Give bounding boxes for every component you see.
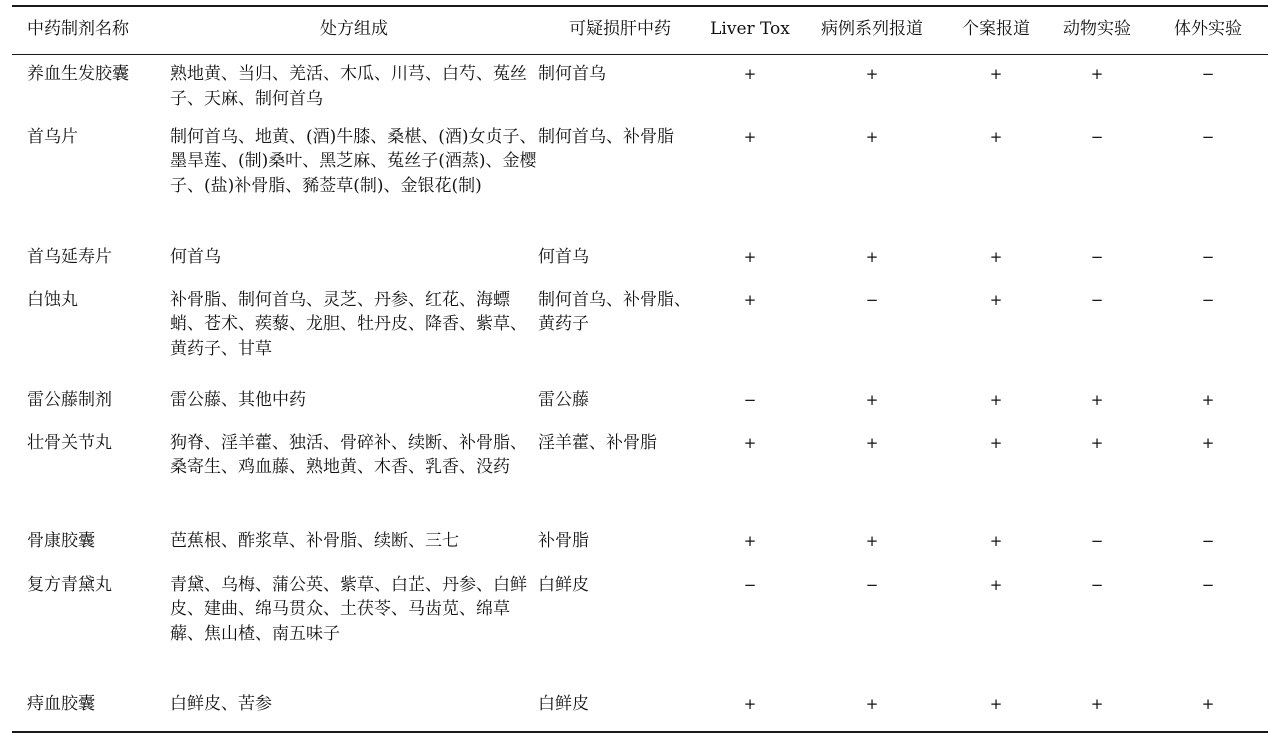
cell-suspect: 制何首乌 xyxy=(538,64,606,84)
table-row xyxy=(12,245,1268,288)
cell-in-vitro: − xyxy=(1201,531,1215,550)
cell-name: 骨康胶囊 xyxy=(27,530,95,551)
cell-composition: 雷公藤、其他中药 xyxy=(170,389,306,410)
cell-in-vitro: − xyxy=(1201,65,1215,83)
table-row xyxy=(12,388,1268,431)
cell-case-report: + xyxy=(989,694,1003,713)
cell-name: 壮骨关节丸 xyxy=(27,432,112,453)
cell-name: 白蚀丸 xyxy=(27,289,78,310)
cell-composition: 熟地黄、当归、羌活、木瓜、川芎、白芍、菟丝子、天麻、制何首乌 xyxy=(170,64,527,109)
cell-animal: − xyxy=(1090,531,1104,550)
cell-livertox: − xyxy=(743,390,757,409)
cell-in-vitro: − xyxy=(1201,290,1215,309)
cell-name: 痔血胶囊 xyxy=(27,693,95,714)
cell-suspect: 何首乌 xyxy=(538,246,589,267)
cell-livertox: + xyxy=(743,290,757,309)
cell-livertox: + xyxy=(743,127,757,146)
table-row xyxy=(12,288,1268,388)
cell-livertox: + xyxy=(743,433,757,452)
table-row xyxy=(12,431,1268,529)
cell-composition: 青黛、乌梅、蒲公英、紫草、白芷、丹参、白鲜皮、建曲、绵马贯众、土茯苓、马齿苋、绵草薢、焦山楂、南五味子 xyxy=(170,574,527,644)
cell-case-series: + xyxy=(865,65,879,83)
cell-animal: + xyxy=(1090,390,1104,409)
cell-livertox: + xyxy=(743,694,757,713)
cell-in-vitro: + xyxy=(1201,390,1215,409)
cell-case-report: + xyxy=(989,390,1003,409)
cell-case-series: + xyxy=(865,694,879,713)
cell-name: 首乌延寿片 xyxy=(27,246,112,267)
header-in-vitro: 体外实验 xyxy=(1148,6,1268,55)
cell-name: 雷公藤制剂 xyxy=(27,389,112,410)
cell-animal: − xyxy=(1090,575,1104,594)
cell-livertox: + xyxy=(743,531,757,550)
cell-case-report: + xyxy=(989,65,1003,83)
header-animal-study: 动物实验 xyxy=(1046,6,1148,55)
cell-composition: 狗脊、淫羊藿、独活、骨碎补、续断、补骨脂、桑寄生、鸡血藤、熟地黄、木香、乳香、没药 xyxy=(170,432,527,477)
table-row xyxy=(12,692,1268,732)
cell-case-series: + xyxy=(865,531,879,550)
cell-suspect: 白鲜皮 xyxy=(538,693,589,714)
cell-suspect: 淫羊藿、补骨脂 xyxy=(538,432,657,453)
cell-case-series: + xyxy=(865,390,879,409)
cell-suspect: 制何首乌、补骨脂、黄药子 xyxy=(538,289,691,334)
cell-case-series: − xyxy=(865,290,879,309)
cell-suspect: 制何首乌、补骨脂 xyxy=(538,126,674,147)
cell-livertox: + xyxy=(743,247,757,266)
cell-animal: + xyxy=(1090,694,1104,713)
cell-case-report: + xyxy=(989,433,1003,452)
header-composition: 处方组成 xyxy=(170,6,538,55)
cell-suspect: 雷公藤 xyxy=(538,389,589,410)
cell-case-report: + xyxy=(989,127,1003,146)
cell-composition: 何首乌 xyxy=(170,246,221,267)
cell-suspect: 白鲜皮 xyxy=(538,574,589,595)
cell-case-report: + xyxy=(989,290,1003,309)
cell-animal: − xyxy=(1090,247,1104,266)
cell-case-series: + xyxy=(865,127,879,146)
cell-animal: + xyxy=(1090,433,1104,452)
header-suspect-herb: 可疑损肝中药 xyxy=(538,6,702,55)
cell-livertox: + xyxy=(743,65,757,83)
cell-composition: 制何首乌、地黄、(酒)牛膝、桑椹、(酒)女贞子、墨旱莲、(制)桑叶、黑芝麻、菟丝子(酒蒸)、金樱子、(盐)补骨脂、豨莶草(制)、金银花(制) xyxy=(170,126,537,196)
table-header-row xyxy=(12,6,1268,55)
cell-case-report: + xyxy=(989,247,1003,266)
cell-composition: 芭蕉根、酢浆草、补骨脂、续断、三七 xyxy=(170,530,459,551)
table-row xyxy=(12,529,1268,573)
cell-animal: − xyxy=(1090,127,1104,146)
table-row xyxy=(12,573,1268,692)
table-row xyxy=(12,55,1268,125)
cell-suspect: 补骨脂 xyxy=(538,530,589,551)
cell-case-report: + xyxy=(989,575,1003,594)
cell-animal: − xyxy=(1090,290,1104,309)
cell-case-series: + xyxy=(865,247,879,266)
cell-name: 复方青黛丸 xyxy=(27,574,112,595)
cell-case-series: + xyxy=(865,433,879,452)
cell-name: 首乌片 xyxy=(27,126,78,147)
cell-composition: 补骨脂、制何首乌、灵芝、丹参、红花、海螵蛸、苍术、蒺藜、龙胆、牡丹皮、降香、紫草、黄药子、甘草 xyxy=(170,289,527,359)
cell-livertox: − xyxy=(743,575,757,594)
cell-in-vitro: + xyxy=(1201,433,1215,452)
table-row xyxy=(12,125,1268,245)
cell-animal: + xyxy=(1090,65,1104,83)
cell-composition: 白鲜皮、苦参 xyxy=(170,693,272,714)
cell-in-vitro: − xyxy=(1201,575,1215,594)
herbal-hepatotoxicity-table xyxy=(12,5,1268,733)
cell-in-vitro: − xyxy=(1201,127,1215,146)
header-livertox: Liver Tox xyxy=(702,6,798,55)
cell-in-vitro: + xyxy=(1201,694,1215,713)
cell-name: 养血生发胶囊 xyxy=(27,64,129,84)
cell-case-report: + xyxy=(989,531,1003,550)
header-case-report: 个案报道 xyxy=(946,6,1046,55)
cell-in-vitro: − xyxy=(1201,247,1215,266)
header-preparation-name: 中药制剂名称 xyxy=(12,6,170,55)
header-case-series: 病例系列报道 xyxy=(798,6,946,55)
cell-case-series: − xyxy=(865,575,879,594)
